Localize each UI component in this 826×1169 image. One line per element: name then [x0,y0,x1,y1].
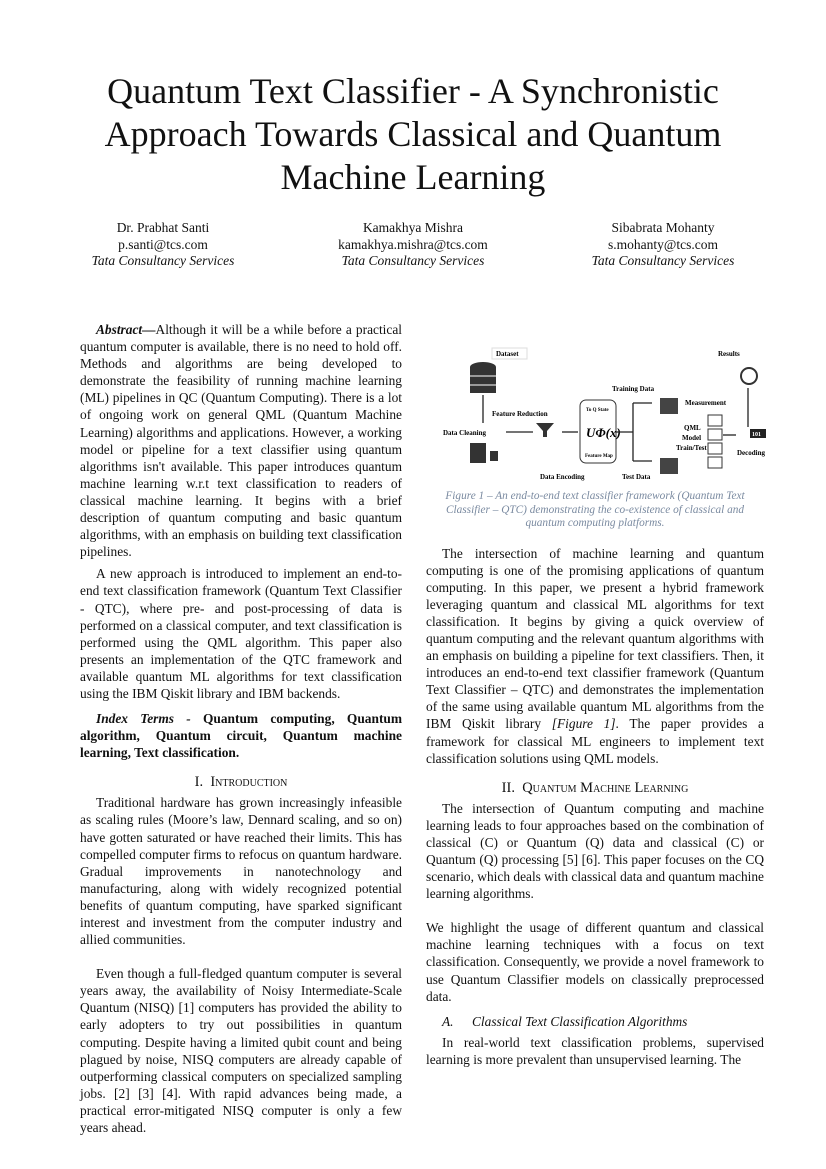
framework-figure [440,343,770,488]
label-to-q-state: To Q State [586,408,609,413]
author-affiliation: Tata Consultancy Services [91,253,235,268]
label-unitary: UΦ(x) [586,425,621,440]
right-paragraph-1 [426,545,764,767]
qml-paragraph-2: We highlight the usage of different quantum and classical machine learning techniques with a focus on text classification. Consequently, we provide a novel framework to use Quantum Classifier models on classically preprocessed data. [426,920,764,1004]
abstract-text: Although it will be a while before a practical quantum computer is available, there is no need to hold off. Methods and algorithms are being developed to demonstrate the feasibility of running machine learning (ML) pipelines in QC (Quantum Computing). There is a lot of ongoing work on general QML (Quantum Machine Learning) algorithms and applications. However, a working model or pipeline for a text classifier using quantum algorithms isn't available. This paper introduces quantum machine learning w.r.t text classification to readers of classical machine learning. It begins with a brief description of quantum computing and basic quantum algorithms, with an emphasis on building text classification pipelines. [80,322,402,560]
author-affiliation: Tata Consultancy Services [341,253,485,268]
section-heading-qml [426,779,764,797]
section-title: Quantum Machine Learning [522,779,689,796]
label-qml: QML [684,424,701,432]
author-block [38,220,288,270]
author-name: Dr. Prabhat Santi [116,220,210,235]
index-terms [80,710,402,761]
magnifier-chart-icon [741,368,757,384]
index-terms-label: Index Terms - [96,711,203,727]
author-affiliation: Tata Consultancy Services [591,253,735,268]
author-email[interactable]: s.mohanty@tcs.com [608,236,718,252]
label-dataset: Dataset [496,350,519,358]
label-train-test: Train/Test [676,444,707,452]
title-line: Machine Learning [280,157,546,197]
author-name: Kamakhya Mishra [362,220,464,235]
label-measurement: Measurement [685,399,727,407]
section-title: Introduction [210,774,288,791]
figure-caption: Figure 1 – An end-to-end text classifier framework (Quantum Text Classifier – QTC) demonstrating the co-existence of classical and quantum computing platforms. [445,490,745,529]
label-test-data: Test Data [622,473,651,481]
section-number: I. [194,774,204,791]
label-data-encoding: Data Encoding [540,473,585,481]
abstract-label: Abstract— [96,322,156,337]
right-column [426,343,764,1068]
title-line: Quantum Text Classifier - A Synchronistic [107,71,719,111]
dataset-database-icon [470,362,496,393]
label-model: Model [682,434,702,442]
author-email[interactable]: p.santi@tcs.com [118,236,208,252]
author-block [288,220,538,270]
section-number: II. [501,779,515,796]
abstract-paragraph-2: A new approach is introduced to implement an end-to-end text classification framework (Quantum Text Classifier - QTC), where pre- and post-processing of data is performed on a classical computer, and text classification is performed using the QML algorithm. This paper also presents an implementation of the QTC framework and available quantum ML algorithms for text classification using the IBM Qiskit library and IBM backends. [80,566,402,701]
measurement-gauges-icon [708,415,722,468]
figure-reference[interactable]: [Figure 1] [551,716,616,732]
author-email[interactable]: kamakhya.mishra@tcs.com [338,236,488,252]
broom-icon [490,451,498,461]
classical-paragraph: In real-world text classification problems, supervised learning is more prevalent than unsupervised learning. The [426,1034,764,1067]
funnel-icon [536,423,554,437]
documents-icon [470,443,486,463]
label-results: Results [718,350,740,358]
subsection-heading-a [426,1013,764,1030]
label-training-data: Training Data [612,385,655,393]
label-feature-map: Feature Map [585,454,613,459]
left-column [80,321,402,1136]
title-line: Approach Towards Classical and Quantum [104,114,722,154]
abstract-paragraph [80,321,402,560]
label-feature-reduction: Feature Reduction [492,410,548,418]
paragraph-text: . The paper provides a framework for classical ML engineers to implement text classification solutions using QML models. [426,716,764,766]
label-decoding: Decoding [737,449,765,457]
author-block [538,220,788,270]
author-name: Sibabrata Mohanty [611,220,715,235]
subsection-number: A. [442,1013,454,1029]
paragraph-text: The intersection of machine learning and quantum computing is one of the promising applications of quantum computing. In this paper, we present a hybrid framework leveraging quantum and classical ML algorithms for text classification. It begins by giving a quick overview of quantum computing and the relevant quantum algorithms with an emphasis on building a pipeline for text classifiers. Then, it introduces an end-to-end text classifier framework (Quantum Text Classifier – QTC) and demonstrates the implementation of the same using available quantum ML algorithms from the IBM Qiskit library [426,545,764,732]
test-chart-icon [660,458,678,474]
intro-paragraph-1: Traditional hardware has grown increasingly infeasible as scaling rules (Moore’s law, Dennard scaling, and so on) have gotten saturated or have reached their limits. This has compelled computer firms to refocus on quantum hardware. Gradual improvements in nanotechnology and manufacturing, along with widely recognized potential benefits of quantum computing, have sparked significant interest and investment from the computer industry and allied communities. [80,795,402,948]
qml-paragraph-1: The intersection of Quantum computing and machine learning leads to four approaches based on the combination of classical (C) or Quantum (Q) data and classical (C) or Quantum (Q) processing [5] [6]. This paper focuses on the CQ scenario, which deals with classical data and quantum machine learning algorithms. [426,800,764,902]
paper-title [40,70,786,199]
subsection-title: Classical Text Classification Algorithms [472,1013,688,1029]
index-terms-text: Quantum computing, Quantum algorithm, Quantum circuit, Quantum machine learning, Text classification. [80,711,403,761]
section-heading-introduction [80,773,402,791]
label-bits: 101 [752,432,761,438]
intro-paragraph-2: Even though a full-fledged quantum computer is several years away, the availability of Noisy Intermediate-Scale Quantum (NISQ) [1] computers has provided the ability to early adopters to try out possibilities in quantum computing. Despite having a limited qubit count and being plagued by noise, NISQ computers are already capable of outperforming classical computers on specialized sampling jobs. [2] [3] [4]. With rapid advances being made, a practical error-mitigated NISQ computer is only a few years ahead. [80,966,402,1136]
training-chart-icon [660,398,678,414]
label-data-cleaning: Data Cleaning [443,429,486,437]
